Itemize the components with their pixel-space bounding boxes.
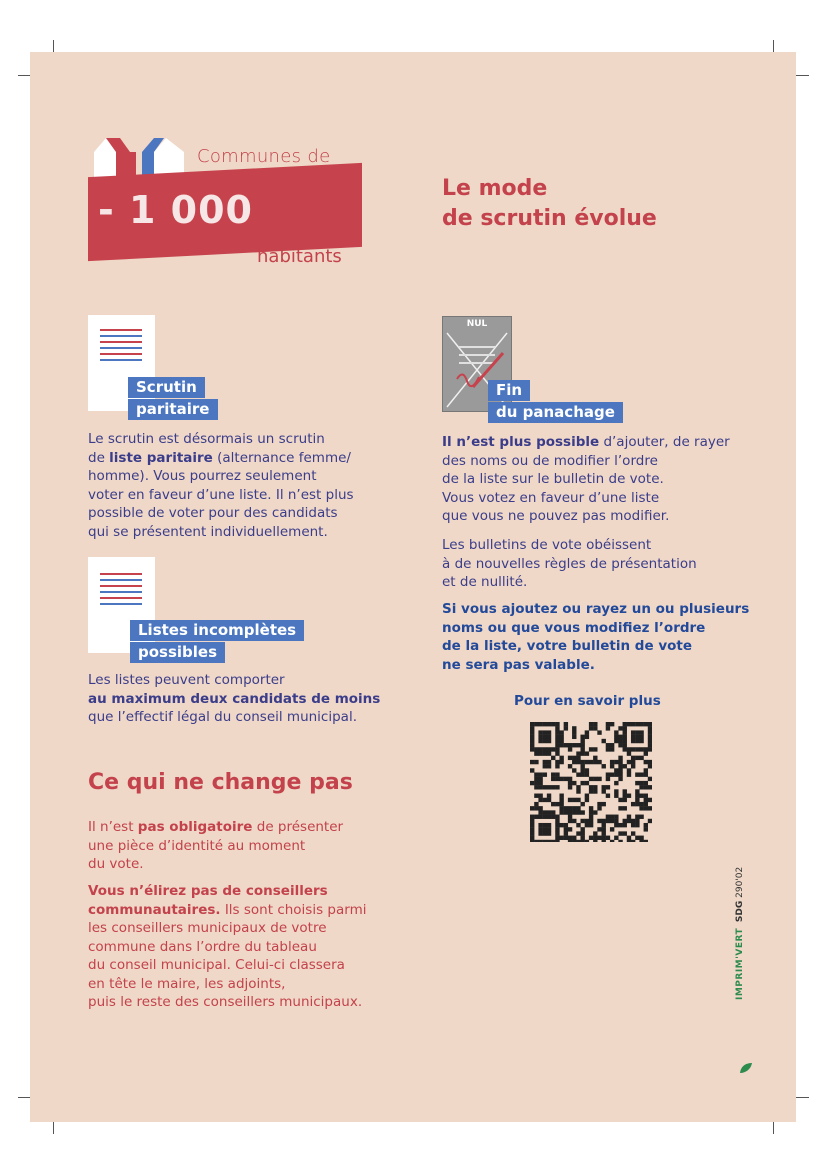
code-label: 290'02 [735,866,745,898]
text-line [442,433,762,452]
text: de présenter [252,819,344,835]
text-line: que l’effectif légal du conseil municipal. [88,709,357,725]
page-title [442,174,657,234]
text-line: de la liste, votre bulletin de vote [442,638,693,654]
header-top-text: Communes de [197,146,331,167]
header-bottom-text: habitants [257,246,342,267]
paragraph-panachage [442,433,762,526]
bold-text: Il n’est plus possible [442,434,600,450]
text-line [88,449,388,468]
text-line: des noms ou de modifier l’ordre [442,452,658,469]
text: Ils sont choisis parmi [220,901,367,918]
title-line-2: de scrutin évolue [442,206,657,231]
bold-text: liste paritaire [109,449,213,466]
paragraph-warning [442,600,762,674]
text-line [88,882,398,901]
text-line: à de nouvelles règles de présentation [442,555,697,572]
paragraph-listes [88,671,398,727]
null-label: NUL [466,319,488,329]
bold-text: au maximum deux candidats de moins [88,690,381,707]
tag-possibles: possibles [130,642,225,663]
text-line: que vous ne pouvez pas modifier. [442,508,670,524]
text: Il n’est [88,819,138,835]
imprim-vert-label: IMPRIM'VERT [735,927,745,1000]
text: de [88,449,110,466]
text-line: noms ou que vous modifiez l’ordre [442,619,706,636]
text-line: Le scrutin est désormais un scrutin [88,431,325,447]
text-line: possible de voter pour des candidats [88,505,338,521]
text-line: Si vous ajoutez ou rayez un ou plusieurs [442,601,750,617]
bold-text: pas obligatoire [137,819,253,835]
print-code [735,867,745,1000]
text-line: et de nullité. [442,574,528,590]
more-info-link[interactable]: Pour en savoir plus [514,693,661,709]
text-line: les conseillers municipaux de votre [88,920,327,936]
text-line: qui se présentent individuellement. [88,523,328,540]
bold-text: communautaires. [88,901,221,918]
text-line: en tête le maire, les adjoints, [88,975,286,992]
tag-paritaire: paritaire [128,399,218,420]
text-line [88,818,388,837]
text-line: commune dans l’ordre du tableau [88,938,317,955]
sdg-label: SDG [735,900,745,923]
paragraph-conseillers [88,882,398,1012]
text-line: du vote. [88,856,144,872]
header-number: - 1 000 [98,188,253,232]
text-line: du conseil municipal. Celui-ci classera [88,957,345,973]
text-line: Les listes peuvent comporter [88,672,285,688]
text-line: ne sera pas valable. [442,656,595,673]
text-line: Les bulletins de vote obéissent [442,537,652,553]
text-line: voter en faveur d’une liste. Il n’est plus [88,486,354,503]
tag-fin: Fin [488,380,530,401]
tag-panachage: du panachage [488,402,623,423]
text-line: Vous votez en faveur d’une liste [442,489,660,506]
text-line: homme). Vous pourrez seulement [88,468,317,484]
paragraph-scrutin [88,430,388,541]
text: d’ajouter, de rayer [599,434,730,450]
bold-text: Vous n’élirez pas de conseillers [88,883,328,899]
text-line: une pièce d’identité au moment [88,837,306,854]
tag-scrutin: Scrutin [128,377,205,398]
leaf-icon [739,1062,753,1074]
text: (alternance femme/ [212,449,351,466]
qr-code[interactable] [530,722,652,842]
text-line [88,690,398,709]
text-line: puis le reste des conseillers municipaux. [88,994,363,1010]
text-line [88,901,398,920]
paragraph-identite [88,818,388,874]
text-line: de la liste sur le bulletin de vote. [442,471,664,487]
tag-listes-incompletes: Listes incomplètes [130,620,304,641]
section-heading: Ce qui ne change pas [88,770,353,795]
title-line-1: Le mode [442,176,548,201]
paragraph-bulletins [442,536,762,592]
